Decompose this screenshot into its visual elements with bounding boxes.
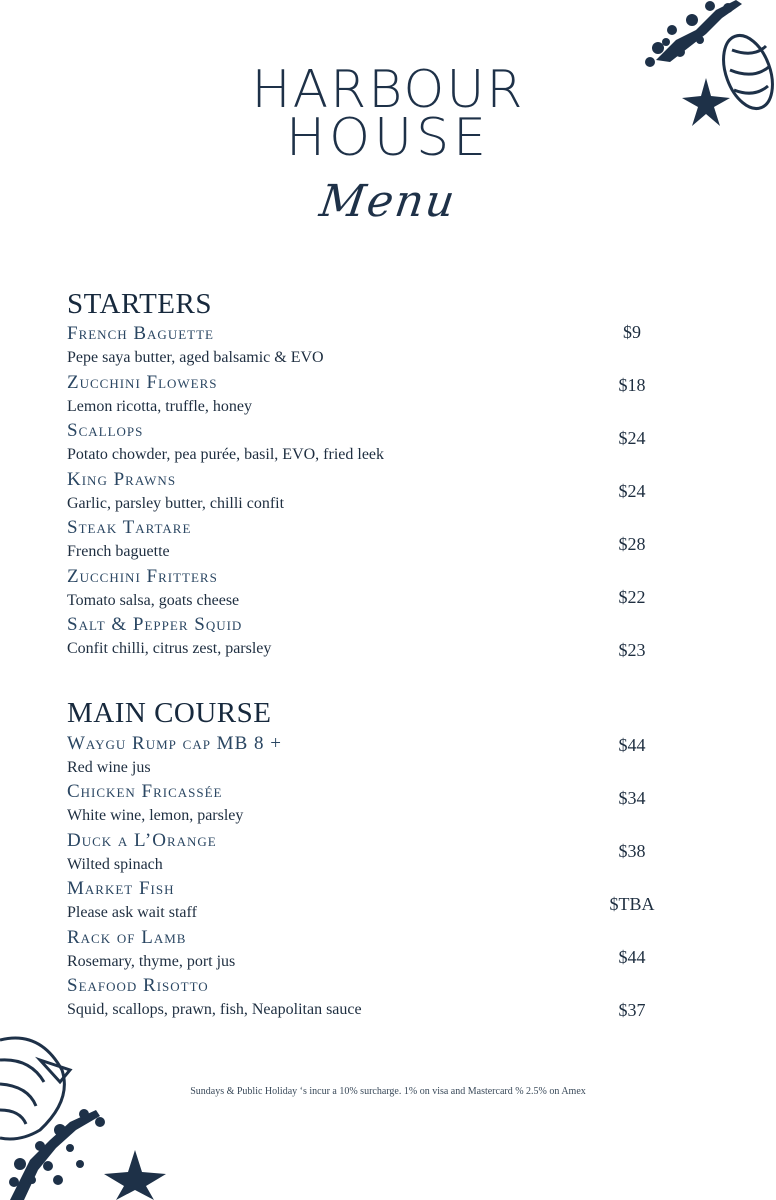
menu-item-name: Zucchini Fritters — [67, 566, 218, 587]
menu-item-price: $24 — [618, 481, 646, 501]
menu-item-name: French Baguette — [67, 323, 214, 344]
menu-item-description: Pepe saya butter, aged balsamic & EVO — [67, 349, 324, 366]
brand-name-line1: HARBOUR — [251, 60, 525, 120]
menu-item-price: $37 — [618, 1000, 646, 1020]
menu-item-name: Duck a L’Orange — [67, 830, 217, 851]
starfish-icon — [104, 1150, 166, 1200]
menu-item-price: $38 — [618, 841, 646, 861]
menu-item-name: Rack of Lamb — [67, 927, 187, 948]
menu-item-name: Chicken Fricassée — [67, 781, 223, 802]
menu-item-price: $9 — [623, 322, 641, 342]
menu-item-price: $24 — [618, 428, 646, 448]
coral-icon — [9, 1109, 105, 1200]
menu-item-description: Red wine jus — [67, 759, 151, 776]
menu-item-description: Squid, scallops, prawn, fish, Neapolitan sauce — [67, 1001, 362, 1018]
menu-script-title: Menu — [316, 176, 460, 227]
menu-item-name: Zucchini Flowers — [67, 372, 218, 393]
menu-item-description: Lemon ricotta, truffle, honey — [67, 398, 252, 415]
menu-item-price: $23 — [618, 640, 646, 660]
menu-item-name: Salt & Pepper Squid — [67, 614, 243, 635]
coral-icon — [645, 0, 742, 67]
brand-name-line2: HOUSE — [286, 108, 490, 168]
surcharge-note: Sundays & Public Holiday ‘s incur a 10% surcharge. 1% on visa and Mastercard % 2.5% on Amex — [190, 1086, 586, 1097]
menu-item-description: French baguette — [67, 543, 170, 560]
menu-item-price: $18 — [618, 375, 646, 395]
menu-item-price: $44 — [618, 947, 646, 967]
menu-item-description: Please ask wait staff — [67, 904, 197, 921]
menu-item-description: Garlic, parsley butter, chilli confit — [67, 495, 285, 512]
menu-item-description: Rosemary, thyme, port jus — [67, 953, 236, 970]
menu-item-price: $22 — [618, 587, 646, 607]
section-title-main-course: MAIN COURSE — [67, 697, 272, 729]
menu-item-description: Tomato salsa, goats cheese — [67, 592, 240, 609]
menu-item-price: $28 — [618, 534, 646, 554]
menu-item-name: Waygu Rump cap MB 8 + — [67, 733, 282, 754]
menu-item-description: Potato chowder, pea purée, basil, EVO, fried leek — [67, 446, 385, 463]
menu-item-description: White wine, lemon, parsley — [67, 807, 244, 824]
menu-item-name: Scallops — [67, 420, 144, 441]
menu-item-description: Wilted spinach — [67, 856, 163, 873]
menu-item-description: Confit chilli, citrus zest, parsley — [67, 640, 272, 657]
menu-item-name: King Prawns — [67, 469, 177, 490]
menu-item-price: $44 — [618, 735, 646, 755]
menu-item-price: $34 — [618, 788, 646, 808]
menu-item-name: Seafood Risotto — [67, 975, 209, 996]
menu-item-price: $TBA — [609, 894, 655, 914]
shell-icon — [0, 1038, 70, 1139]
section-title-starters: STARTERS — [67, 288, 212, 320]
menu-item-name: Steak Tartare — [67, 517, 192, 538]
coral-shell-starfish-decoration-bottom — [0, 1030, 180, 1200]
menu-item-name: Market Fish — [67, 878, 175, 899]
